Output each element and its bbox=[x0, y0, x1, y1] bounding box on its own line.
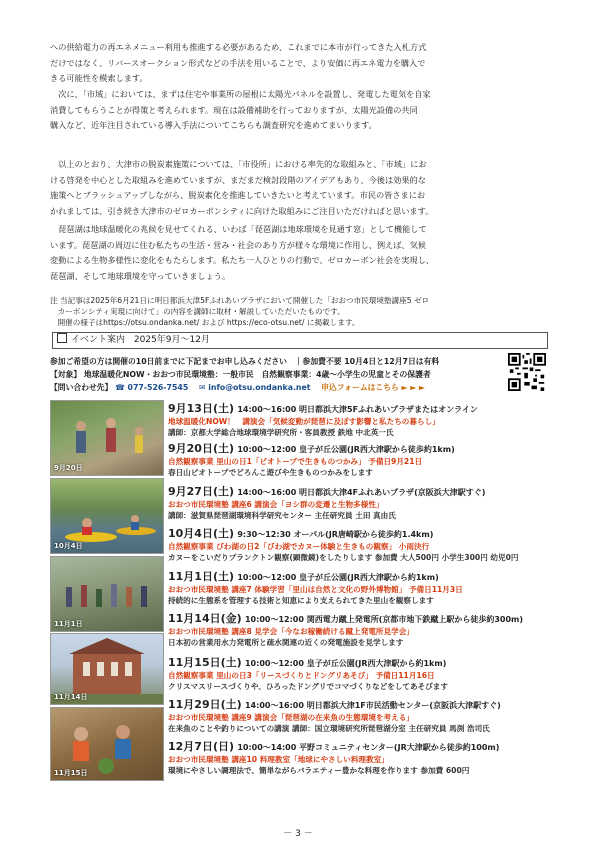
event-detail: 春日山ビオトープでどろんこ遊びや生きものつかみをします bbox=[168, 468, 373, 477]
event-photo-5 bbox=[50, 707, 164, 781]
info-line-1: 参加ご希望の方は開催の10日前までに下記までお申し込みください ｜参加費不要 10月4日と12月7日は有料 bbox=[50, 357, 440, 366]
photo-label: 9月20日 bbox=[54, 464, 83, 472]
text-line: かれましては、引き続き大津市のゼロカーボンシティに向けた取組みにご注目いただければと思います。 bbox=[50, 205, 434, 216]
event-item bbox=[168, 612, 548, 648]
event-item bbox=[168, 656, 548, 692]
event-detail: 講師：滋賀県琵琶湖環境科学研究センター 主任研究員 土田 真由氏 bbox=[168, 511, 396, 520]
event-detail: カヌーをこいだりプランクトン観察(顕微鏡)をしたりします 参加費 大人500円 小学生300円 幼児0円 bbox=[168, 553, 519, 562]
event-time: 14:00～16:00 明日都浜大津5Fふれあいプラザまたはオンライン bbox=[237, 405, 478, 414]
event-time: 10:00～14:00 平野コミュニティセンター(JR大津駅から徒歩約100m) bbox=[237, 743, 500, 752]
text-line: います。琵琶湖の周辺に住む私たちの生活・営み・社会のあり方が様々な環境に作用し、例えば、気候 bbox=[50, 239, 426, 250]
text-line: 消費してもらうことが得策と考えられます。現在は設備補助を行っておりますが、太陽光設備の共同 bbox=[50, 104, 418, 115]
event-date: 11月29日(土) bbox=[168, 698, 242, 711]
event-item bbox=[168, 740, 548, 776]
photo-label: 11月14日 bbox=[54, 693, 88, 701]
event-date: 9月13日(土) bbox=[168, 402, 235, 415]
event-section-header bbox=[52, 332, 548, 349]
event-title: おおつ市民環境塾 講座10 料理教室「地球にやさしい料理教室」 bbox=[168, 755, 389, 764]
section-title: イベント案内 bbox=[71, 335, 126, 345]
text-line: だけではなく、リバースオークション形式などの手法を用いることで、より安価に再エネ電力を購入で bbox=[50, 57, 426, 68]
event-date: 9月20日(土) bbox=[168, 442, 235, 455]
event-item bbox=[168, 442, 548, 478]
text-line: 琵琶湖は地球温暖化の兆候を見せてくれる、いわば「琵琶湖は地球環境を見通す窓」として機能して bbox=[50, 224, 427, 234]
event-date: 12月7日(日) bbox=[168, 740, 235, 753]
text-line: への供給電力の再エネメニュー利用も推進する必要があるため、これまでに本市が行ってきた入札方式 bbox=[50, 42, 427, 52]
footnote bbox=[50, 295, 550, 328]
event-time: 9:30～12:30 オーパル(JR唐崎駅から徒歩約1.4km) bbox=[237, 530, 434, 539]
phone-number[interactable]: ☎ 077-526-7545 bbox=[115, 383, 189, 392]
event-title: おおつ市民環境塾 講座6 講演会「ヨシ群の変遷と生物多様性」 bbox=[168, 500, 384, 509]
section-period: 2025年9月～12月 bbox=[133, 335, 210, 345]
event-time: 14:00～16:00 明日都浜大津1F市民活動センター(京阪浜大津駅すぐ) bbox=[244, 701, 501, 710]
event-item bbox=[168, 485, 548, 521]
email-address[interactable]: ✉ info@otsu.ondanka.net bbox=[198, 383, 311, 392]
event-photo-1 bbox=[50, 400, 164, 476]
event-title: 自然観察事業 里山の日3「リースづくりとドングリあそび」 予備日11月16日 bbox=[168, 671, 435, 680]
square-icon bbox=[57, 333, 67, 343]
event-date: 9月27日(土) bbox=[168, 485, 235, 498]
application-info bbox=[50, 355, 505, 394]
text-line: 琵琶湖、そして地球環境を守っていきましょう。 bbox=[50, 270, 231, 281]
text-line: きる可能性を模索します。 bbox=[50, 73, 148, 84]
event-date: 11月14日(金) bbox=[168, 612, 242, 625]
photo-label: 10月4日 bbox=[54, 542, 83, 550]
event-item bbox=[168, 527, 548, 563]
note-line: カーボンシティ実現に向けて」の内容を講師に取材・解説していただいたものです。 bbox=[50, 307, 345, 316]
event-date: 11月1日(土) bbox=[168, 570, 235, 583]
event-time: 10:00～12:00 皇子が丘公園(JR西大津駅から徒歩約1km) bbox=[237, 445, 455, 454]
event-photo-3 bbox=[50, 556, 164, 632]
event-time: 10:00～12:00 皇子が丘公園(JR西大津駅から約1km) bbox=[244, 659, 447, 668]
event-detail: 持続的に生態系を管理する技術と知恵により支えられてきた里山を観察します bbox=[168, 596, 434, 605]
event-date: 10月4日(土) bbox=[168, 527, 235, 540]
text-line: 購入など、近年注目されている導入手法についてこちらも調査研究を進めてまいります。 bbox=[50, 120, 377, 131]
event-detail: 日本初の営業用水力発電所と疏水関連の近くの発電施設を見学します bbox=[168, 638, 404, 647]
event-item bbox=[168, 698, 548, 734]
event-time: 14:00～16:00 明日都浜大津4Fふれあいプラザ(京阪浜大津駅すぐ) bbox=[237, 488, 486, 497]
text-line: 以上のとおり、大津市の脱炭素施策については、「市役所」における率先的な取組みと、「市域」にお bbox=[50, 159, 427, 169]
info-line-3 bbox=[50, 381, 505, 394]
event-detail: 講師：京都大学総合地球環境学研究所・客員教授 鉄地 中北英一氏 bbox=[168, 428, 394, 437]
event-detail: 在来魚のことや釣りについての講演 講師：国立環境研究所琵琶湖分室 主任研究員 馬渕 浩司氏 bbox=[168, 724, 490, 733]
event-title: 自然観察事業 里山の日1「ビオトープで生きものつかみ」 予備日9月21日 bbox=[168, 457, 423, 466]
event-photo-2 bbox=[50, 478, 164, 554]
text-line: 次に、「市域」においては、まずは住宅や事業所の屋根に太陽光パネルを設置し、発電した電気を自家 bbox=[50, 89, 431, 99]
event-item bbox=[168, 402, 548, 438]
text-line: ける啓発を中心とした取組みを進めていますが、まだまだ検討段階のアイデアもあり、今後は効果的な bbox=[50, 174, 426, 185]
form-link[interactable]: 申込フォームはこちら ► ► ► bbox=[321, 383, 425, 392]
text-line: 変動による生物多様性に変化をもたらします。私たち一人ひとりの行動で、ゼロカーボン社会を実現し、 bbox=[50, 255, 434, 266]
photo-label: 11月1日 bbox=[54, 620, 83, 628]
event-title: おおつ市民環境塾 講座8 見学会「今なお稼働続ける蹴上発電所見学会」 bbox=[168, 627, 414, 636]
event-title: 自然観察事業 びわ湖の日2「びわ湖でカヌー体験と生きもの観察」 小雨決行 bbox=[168, 542, 430, 551]
note-line: 注 当記事は2025年6月21日に明日都浜大津5Fふれあいプラザにおいて開催した「おおつ市民環境塾講座5 ゼロ bbox=[50, 296, 430, 305]
paragraph-1 bbox=[50, 40, 550, 87]
paragraph-4 bbox=[50, 222, 550, 284]
paragraph-2 bbox=[50, 87, 550, 134]
text-line: 施策へとブラッシュアップしながら、脱炭素化を推進していきたいと考えています。市民の皆さまにお bbox=[50, 190, 426, 201]
event-date: 11月15日(土) bbox=[168, 656, 242, 669]
event-photo-4 bbox=[50, 633, 164, 705]
photo-label: 11月15日 bbox=[54, 769, 88, 777]
event-detail: 環境にやさしい調理法で、簡単ながらバラエティー豊かな料理を作ります 参加費 600円 bbox=[168, 766, 470, 775]
event-title: おおつ市民環境塾 講座9 講演会「琵琶湖の在来魚の生態環境を考える」 bbox=[168, 713, 414, 722]
event-item bbox=[168, 570, 548, 606]
event-title: 地球温暖化NOW！ 講演会「気候変動が琵琶に及ぼす影響と私たちの暮らし」 bbox=[168, 417, 440, 426]
info-line-2: 【対象】 地球温暖化NOW・おおつ市民環境塾：一般市民 自然観察事業：4歳～小学生の児童とその保護者 bbox=[50, 370, 431, 379]
contact-label: 【問い合わせ先】 bbox=[50, 383, 113, 392]
qr-code-icon[interactable] bbox=[508, 353, 546, 391]
page-number: － 3 － bbox=[283, 829, 313, 839]
event-title: おおつ市民環境塾 講座7 体験学習「里山は自然と文化の野外博物館」 予備日11月3日 bbox=[168, 585, 463, 594]
note-line: 開催の様子はhttps://otsu.ondanka.net/ および https://eco-otsu.net/ に掲載します。 bbox=[50, 318, 360, 327]
event-detail: クリスマスリースづくりや、ひろったドングリでコマづくりなどをしてあそびます bbox=[168, 682, 448, 691]
event-time: 10:00～12:00 皇子が丘公園(JR西大津駅から約1km) bbox=[237, 573, 439, 582]
paragraph-3 bbox=[50, 157, 550, 219]
event-time: 10:00～12:00 関西電力蹴上発電所(京都市地下鉄蹴上駅から徒歩約300m) bbox=[244, 615, 524, 624]
